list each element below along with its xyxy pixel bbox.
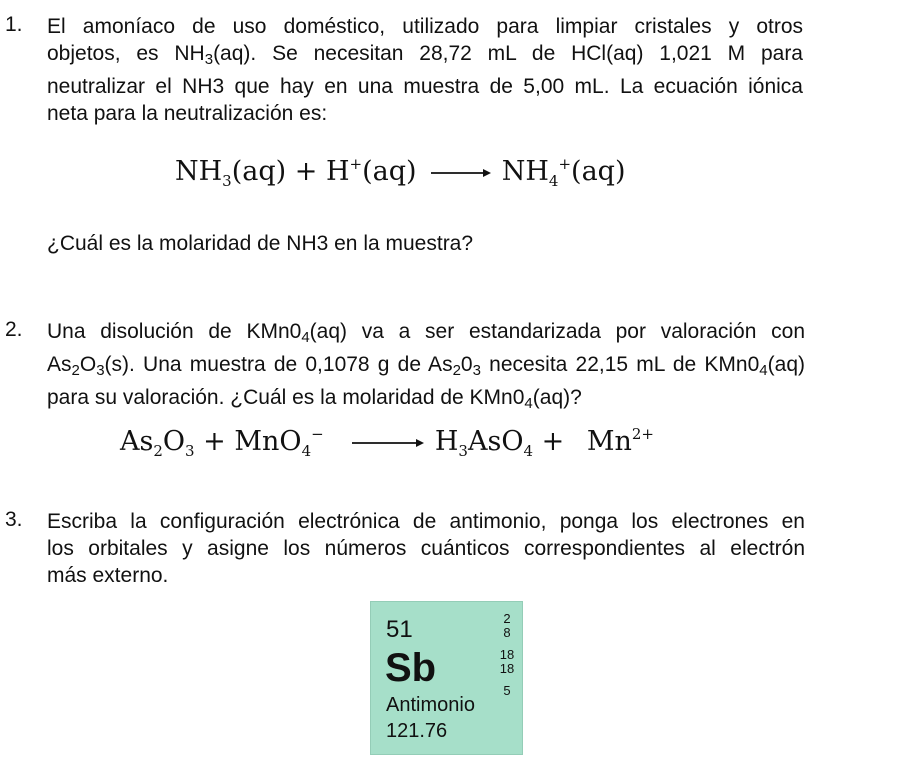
shell-4: 18 — [499, 661, 515, 676]
shell-3: 18 — [499, 647, 515, 662]
q1-line-2: objetos, es NH3(aq). Se necesitan 28,72 mL de HCl(aq) 1,021 M para — [47, 42, 803, 68]
shell-2: 8 — [503, 625, 511, 640]
q1-line-1: El amoníaco de uso doméstico, utilizado para limpiar cristales y otros — [47, 15, 803, 38]
reaction-arrow-icon — [346, 436, 426, 450]
q2-line-1: Una disolución de KMn04(aq) va a ser estandarizada por valoración con — [47, 320, 806, 346]
antimony-element-tile — [370, 601, 523, 755]
element-symbol: Sb — [385, 646, 437, 690]
q1-line-4: neta para la neutralización es: — [47, 102, 328, 125]
q1-line-3: neutralizar el NH3 que hay en una muestra de 5,00 mL. La ecuación iónica — [47, 75, 803, 98]
shell-5: 5 — [503, 683, 511, 698]
atomic-mass: 121.76 — [386, 720, 448, 742]
question-3-text — [47, 508, 805, 589]
atomic-number: 51 — [386, 616, 413, 643]
q3-line-1: Escriba la configuración electrónica de antimonio, ponga los electrones en — [47, 510, 805, 533]
question-3-number: 3. — [5, 508, 23, 531]
electron-shells — [497, 612, 517, 698]
question-1-prompt: ¿Cuál es la molaridad de NH3 en la muestra? — [47, 232, 474, 255]
question-2-text — [47, 318, 805, 417]
question-1-text — [47, 13, 803, 127]
question-2-number: 2. — [5, 318, 23, 341]
question-1-number: 1. — [5, 13, 23, 36]
q1-equation: $NH_3(aq) + H^+(aq)$ $NH_4^+(aq)$ — [175, 155, 626, 190]
element-name: Antimonio — [386, 694, 475, 716]
shell-1: 2 — [503, 611, 511, 626]
q2-equation: $As_2O_3 + MnO_4^-$ $H_3AsO_4 + Mn^{2+}$ — [120, 425, 654, 460]
q3-line-3: más externo. — [47, 564, 169, 587]
reaction-arrow-icon — [425, 166, 493, 180]
q2-line-2: As2O3(s). Una muestra de 0,1078 g de As203 necesita 22,15 mL de KMn04(aq) — [47, 353, 805, 379]
q2-line-3: para su valoración. ¿Cuál es la molaridad de KMn04(aq)? — [47, 386, 582, 412]
q3-line-2: los orbitales y asigne los números cuánticos correspondientes al electrón — [47, 537, 805, 560]
